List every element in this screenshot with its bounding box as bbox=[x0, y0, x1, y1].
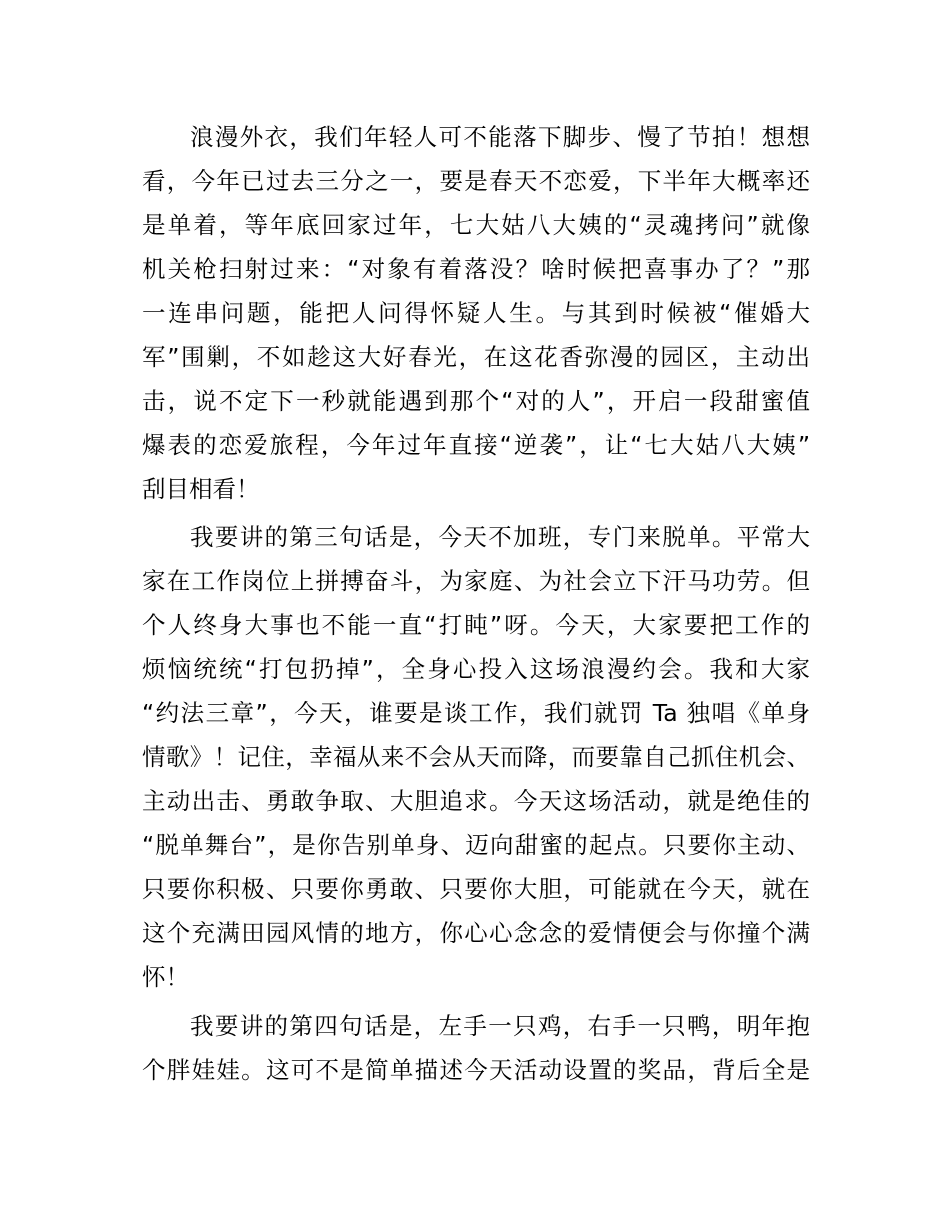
paragraph-line: 军”围剿，不如趁这大好春光，在这花香弥漫的园区，主动出 bbox=[142, 343, 810, 371]
paragraph-line: 一连串问题，能把人问得怀疑人生。与其到时候被“催婚大 bbox=[142, 299, 810, 327]
paragraph-line: “脱单舞台”，是你告别单身、迈向甜蜜的起点。只要你主动、 bbox=[142, 831, 810, 859]
paragraph-line: 这个充满田园风情的地方，你心心念念的爱情便会与你撞个满 bbox=[142, 919, 810, 947]
paragraph-line: 我要讲的第四句话是，左手一只鸡，右手一只鸭，明年抱 bbox=[190, 1012, 810, 1040]
paragraph-line: 情歌》！记住，幸福从来不会从天而降，而要靠自己抓住机会、 bbox=[142, 743, 810, 771]
paragraph-line: 家在工作岗位上拼搏奋斗，为家庭、为社会立下汗马功劳。但 bbox=[142, 567, 810, 595]
paragraph-line: 爆表的恋爱旅程，今年过年直接“逆袭”，让“七大姑八大姨” bbox=[142, 431, 810, 459]
paragraph-line: 浪漫外衣，我们年轻人可不能落下脚步、慢了节拍！想想 bbox=[190, 123, 810, 151]
paragraph-line: 只要你积极、只要你勇敢、只要你大胆，可能就在今天，就在 bbox=[142, 875, 810, 903]
paragraph-line: “约法三章”，今天，谁要是谈工作，我们就罚 Ta 独唱《单身 bbox=[142, 699, 810, 727]
paragraph-line: 烦恼统统“打包扔掉”，全身心投入这场浪漫约会。我和大家 bbox=[142, 655, 810, 683]
paragraph-line: 怀！ bbox=[142, 963, 189, 991]
paragraph-line: 刮目相看！ bbox=[142, 475, 260, 503]
paragraph-line: 个人终身大事也不能一直“打盹”呀。今天，大家要把工作的 bbox=[142, 611, 810, 639]
paragraph-line: 击，说不定下一秒就能遇到那个“对的人”，开启一段甜蜜值 bbox=[142, 387, 810, 415]
paragraph-line: 是单着，等年底回家过年，七大姑八大姨的“灵魂拷问”就像 bbox=[142, 211, 810, 239]
paragraph-line: 我要讲的第三句话是，今天不加班，专门来脱单。平常大 bbox=[190, 523, 810, 551]
paragraph-line: 个胖娃娃。这可不是简单描述今天活动设置的奖品，背后全是 bbox=[142, 1056, 810, 1084]
paragraph-line: 看，今年已过去三分之一，要是春天不恋爱，下半年大概率还 bbox=[142, 167, 810, 195]
paragraph-line: 主动出击、勇敢争取、大胆追求。今天这场活动，就是绝佳的 bbox=[142, 787, 810, 815]
paragraph-line: 机关枪扫射过来：“对象有着落没？啥时候把喜事办了？”那 bbox=[142, 255, 810, 283]
